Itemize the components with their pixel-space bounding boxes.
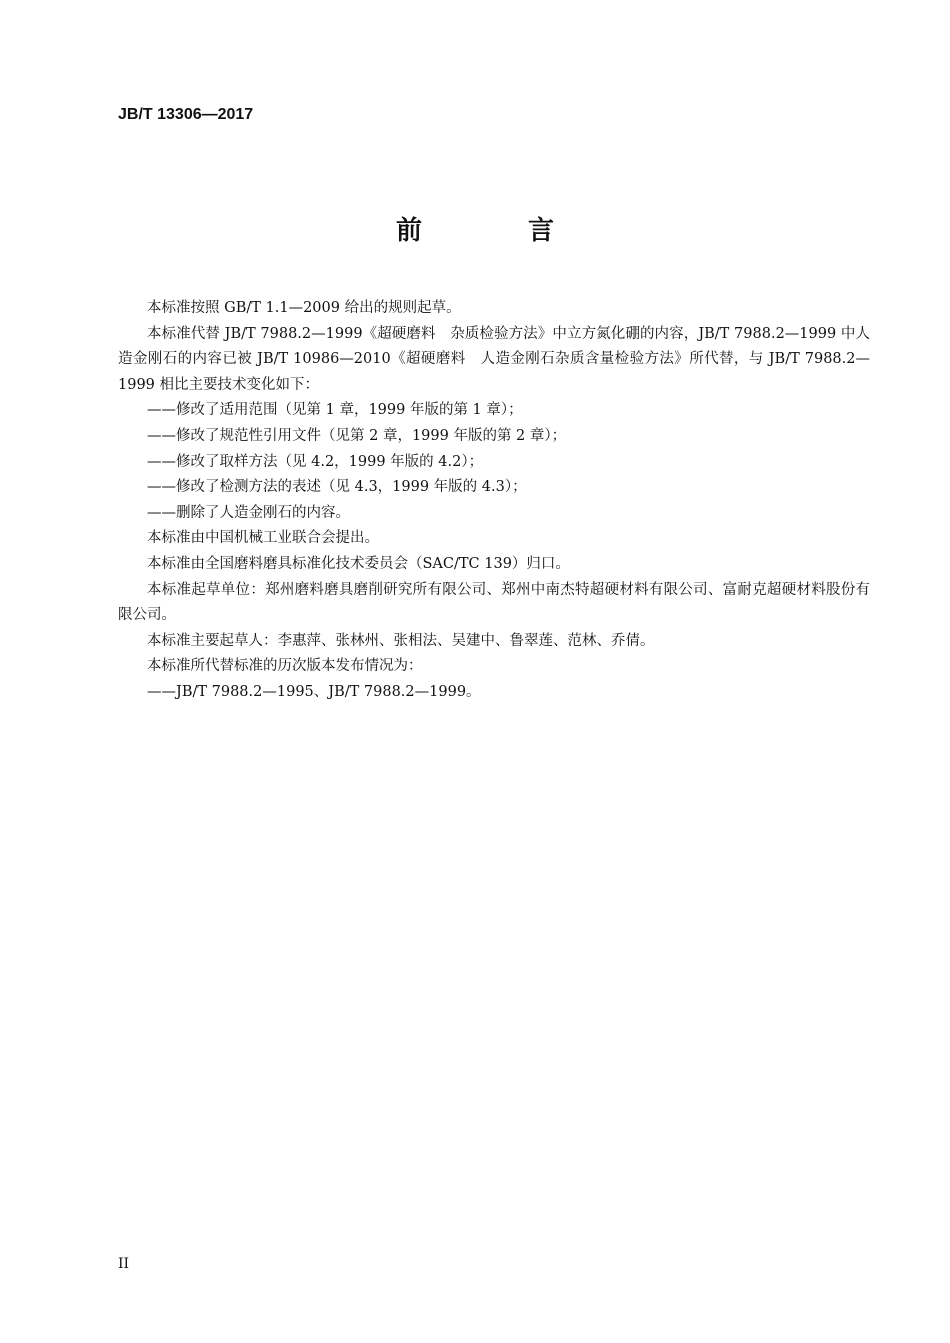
drafting-rules-paragraph: 本标准按照 GB/T 1.1—2009 给出的规则起草。 [147,300,461,316]
history-item: ——JB/T 7988.2—1995、JB/T 7988.2—1999。 [147,683,481,700]
foreword-body [118,296,870,706]
committee-paragraph: 本标准由全国磨料磨具标准化技术委员会（SAC/TC 139）归口。 [147,555,570,572]
proposer-paragraph: 本标准由中国机械工业联合会提出。 [147,530,379,547]
change-item: ——删除了人造金刚石的内容。 [147,504,350,521]
change-item: ——修改了规范性引用文件（见第 2 章，1999 年版的第 2 章）； [147,427,567,444]
drafting-units-paragraph: 本标准起草单位：郑州磨料磨具磨削研究所有限公司、郑州中南杰特超硬材料有限公司、富耐克超硬材料股份有限公司。 [118,581,870,624]
change-item: ——修改了取样方法（见 4.2，1999 年版的 4.2）； [147,453,484,470]
change-item: ——修改了检测方法的表述（见 4.3，1999 年版的 4.3）； [147,479,527,496]
replacement-paragraph: 本标准代替 JB/T 7988.2—1999《超硬磨料 杂质检验方法》中立方氮化硼的内容，JB/T 7988.2—1999 中人造金刚石的内容已被 JB/T 10986—2010《超硬磨料 人造金刚石杂质含量检验方法》所代替，与 JB/T 7988.2—1999 相比主要技术变化如下： [118,325,870,393]
change-item: ——修改了适用范围（见第 1 章，1999 年版的第 1 章）； [147,402,523,419]
page-number: II [118,1256,130,1272]
drafters-paragraph: 本标准主要起草人：李惠萍、张林州、张相法、吴建中、鲁翠莲、范林、乔倩。 [147,632,655,649]
standard-number: JB/T 13306—2017 [118,106,254,123]
history-intro-paragraph: 本标准所代替标准的历次版本发布情况为： [147,658,423,675]
page-title: 前 言 [395,216,594,246]
